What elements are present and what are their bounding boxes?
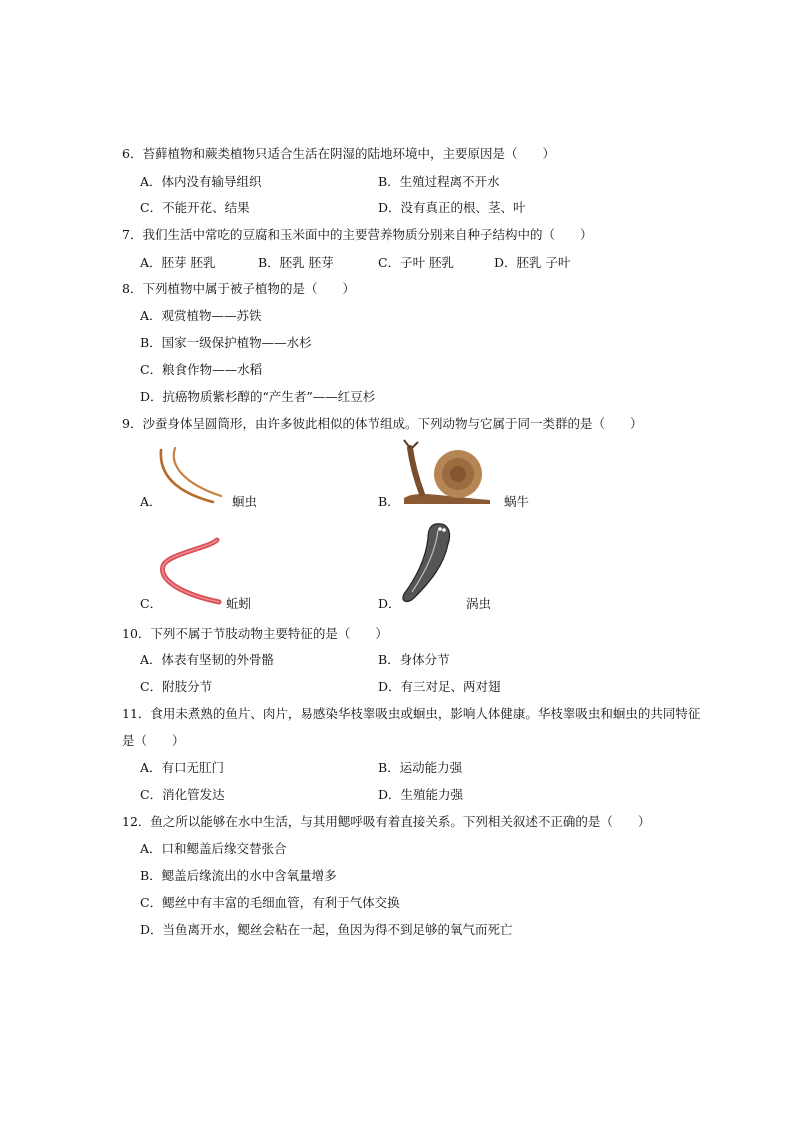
question-10-stem: 10．下列不属于节肢动物主要特征的是（ ） [122, 626, 388, 641]
q9-caption-c: 蚯蚓 [226, 596, 252, 611]
q9-option-a: A． [140, 494, 162, 509]
q9-option-b: B． [378, 494, 400, 509]
q12-option-b: B．鳃盖后缘流出的水中含氧量增多 [140, 868, 337, 883]
q8-option-c: C．粮食作物——水稻 [140, 362, 263, 377]
q12-option-c: C．鳃丝中有丰富的毛细血管，有利于气体交换 [140, 895, 400, 910]
q6-option-d: D．没有真正的根、茎、叶 [378, 200, 526, 215]
q7-option-d: D．胚乳 子叶 [494, 255, 571, 270]
q11-option-b: B．运动能力强 [378, 760, 463, 775]
question-6-stem: 6．苔藓植物和蕨类植物只适合生活在阴湿的陆地环境中，主要原因是（ ） [122, 146, 555, 161]
q10-option-d: D．有三对足、两对翅 [378, 679, 501, 694]
q12-option-d: D．当鱼离开水，鳃丝会粘在一起，鱼因为得不到足够的氧气而死亡 [140, 922, 513, 937]
q7-option-a: A．胚芽 胚乳 [140, 255, 216, 270]
q11-option-c: C．消化管发达 [140, 787, 225, 802]
q8-option-a: A．观赏植物——苏铁 [140, 308, 262, 323]
q7-option-b: B．胚乳 胚芽 [258, 255, 334, 270]
q6-option-a: A．体内没有输导组织 [140, 174, 262, 189]
q10-option-a: A．体表有坚韧的外骨骼 [140, 652, 275, 667]
q8-option-b: B．国家一级保护植物——水杉 [140, 335, 312, 350]
q7-option-c: C．子叶 胚乳 [378, 255, 455, 270]
flatworm-image [398, 518, 462, 608]
q6-option-b: B．生殖过程离不开水 [378, 174, 500, 189]
q11-option-d: D．生殖能力强 [378, 787, 464, 802]
question-9-stem: 9．沙蚕身体呈圆筒形，由许多彼此相似的体节组成。下列动物与它属于同一类群的是（ ） [122, 416, 643, 431]
q9-option-d: D． [378, 596, 401, 611]
q9-caption-b: 蜗牛 [504, 494, 530, 509]
q9-caption-d: 涡虫 [466, 596, 492, 611]
q6-option-c: C．不能开花、结果 [140, 200, 250, 215]
question-8-stem: 8．下列植物中属于被子植物的是（ ） [122, 281, 355, 296]
earthworm-image [155, 536, 225, 606]
q11-option-a: A．有口无肛门 [140, 760, 225, 775]
q9-option-c: C． [140, 596, 163, 611]
question-7-stem: 7．我们生活中常吃的豆腐和玉米面中的主要营养物质分别来自种子结构中的（ ） [122, 227, 593, 242]
q12-option-a: A．口和鳃盖后缘交替张合 [140, 841, 287, 856]
snail-image [398, 438, 498, 506]
q10-option-b: B．身体分节 [378, 652, 450, 667]
q10-option-c: C．附肢分节 [140, 679, 213, 694]
question-11-stem: 11．食用未煮熟的鱼片、肉片，易感染华枝睾吸虫或蛔虫，影响人体健康。华枝睾吸虫和蛔虫的共同特征 [122, 706, 701, 721]
question-12-stem: 12．鱼之所以能够在水中生活，与其用鳃呼吸有着直接关系。下列相关叙述不正确的是（ ） [122, 814, 651, 829]
question-11-stem-continued: 是（ ） [122, 733, 185, 748]
q9-caption-a: 蛔虫 [232, 494, 258, 509]
roundworm-image [155, 444, 227, 506]
q8-option-d: D．抗癌物质紫杉醇的“产生者”——红豆杉 [140, 389, 376, 404]
